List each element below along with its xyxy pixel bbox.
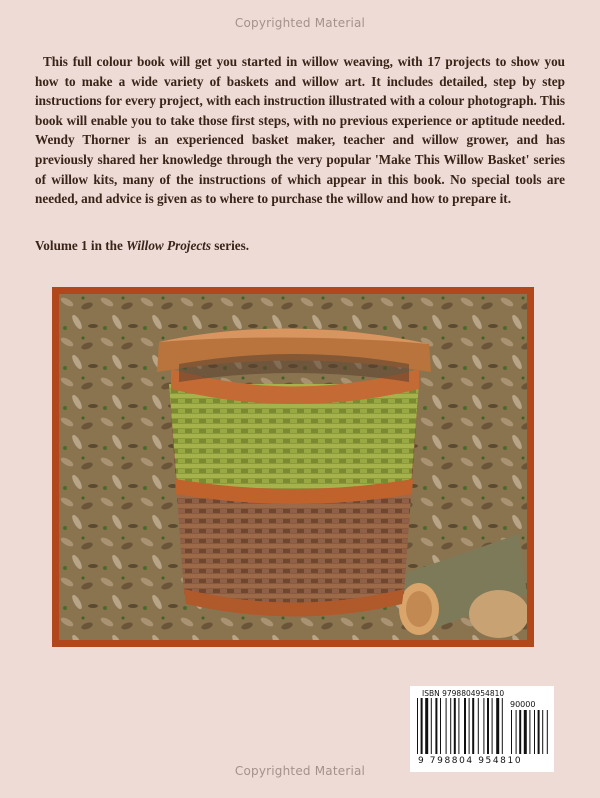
basket-photo <box>52 287 534 647</box>
series-prefix: Volume 1 in the <box>35 238 127 253</box>
basket-photo-image <box>59 294 527 640</box>
price-addon: 90000 <box>510 700 536 709</box>
watermark-top: Copyrighted Material <box>234 16 366 30</box>
watermark-bottom: Copyrighted Material <box>234 764 366 778</box>
barcode-label <box>410 686 554 772</box>
barcode-digits: 9 798804 954810 <box>418 756 523 766</box>
series-line <box>35 238 249 254</box>
isbn-text: ISBN 9798804954810 <box>422 689 505 698</box>
barcode-bars-icon <box>417 698 549 756</box>
series-suffix: series. <box>210 238 250 253</box>
book-description: This full colour book will get you started in willow weaving, with 17 projects to show you how to make a wide variety of baskets and willow art. It includes detailed, step by step instructions for every project, with each instruction illustrated with a colour photograph. This book will enable you to take those first steps, with no previous experience or aptitude needed. Wendy Thorner is an experienced basket maker, teacher and willow grower, and has previously shared her knowledge through the very popular 'Make This Willow Basket' series of willow kits, many of the instructions of which appear in this book. No special tools are needed, and advice is given as to where to purchase the willow and how to prepare it. <box>35 54 565 207</box>
series-name: Willow Projects <box>126 238 211 253</box>
